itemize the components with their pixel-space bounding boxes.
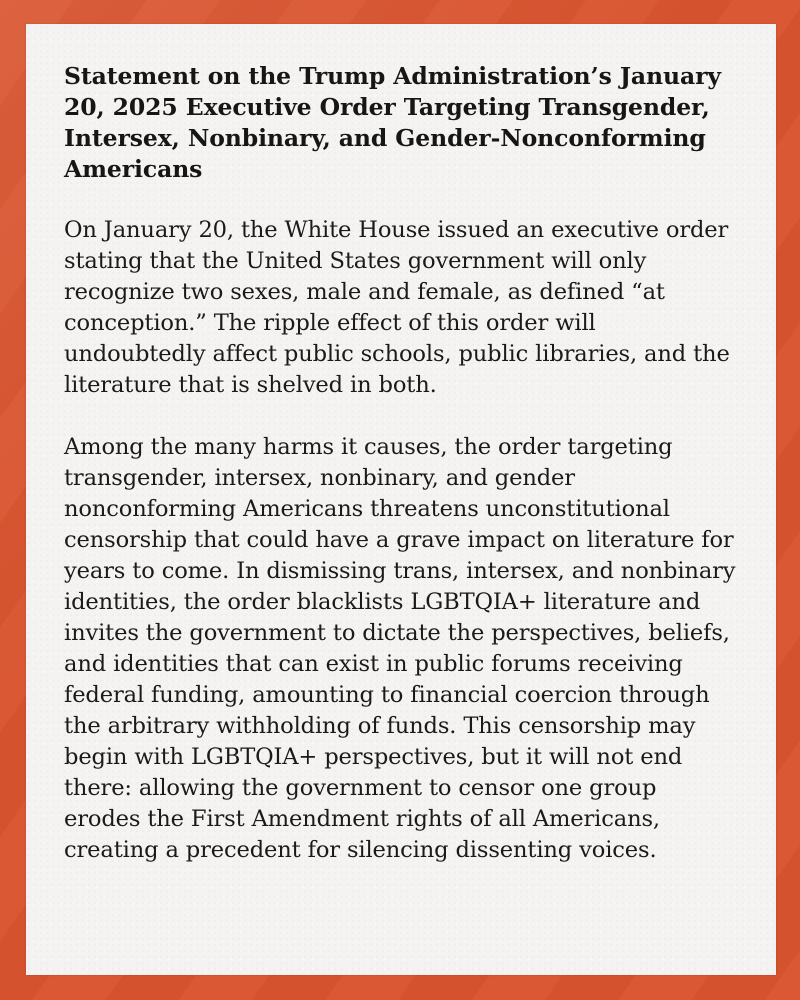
statement-paragraph-1: On January 20, the White House issued an executive order stating that the United States government will only recognize two sexes, male and female, as defined “at conception.” The ripple effect of this order will undoubtedly affect public schools, public libraries, and the literature that is shelved in both. [64, 217, 730, 398]
statement-paragraph-2: Among the many harms it causes, the order targeting transgender, intersex, nonbinary, and gender nonconforming Americans threatens unconstitutional censorship that could have a grave impact on literature for years to come. In dismissing trans, intersex, and nonbinary identities, the order blacklists LGBTQIA+ literature and invites the government to dictate the perspectives, beliefs, and identities that can exist in public forums receiving federal funding, amounting to financial coercion through the arbitrary withholding of funds. This censorship may begin with LGBTQIA+ perspectives, but it will not end there: allowing the government to censor one group erodes the First Amendment rights of all Americans, creating a precedent for silencing dissenting voices. [64, 434, 736, 863]
statement-title: Statement on the Trump Administration’s January 20, 2025 Executive Order Targeting Transgender, Intersex, Nonbinary, and Gender-Nonconforming Americans [64, 62, 721, 183]
statement-card [26, 24, 776, 975]
